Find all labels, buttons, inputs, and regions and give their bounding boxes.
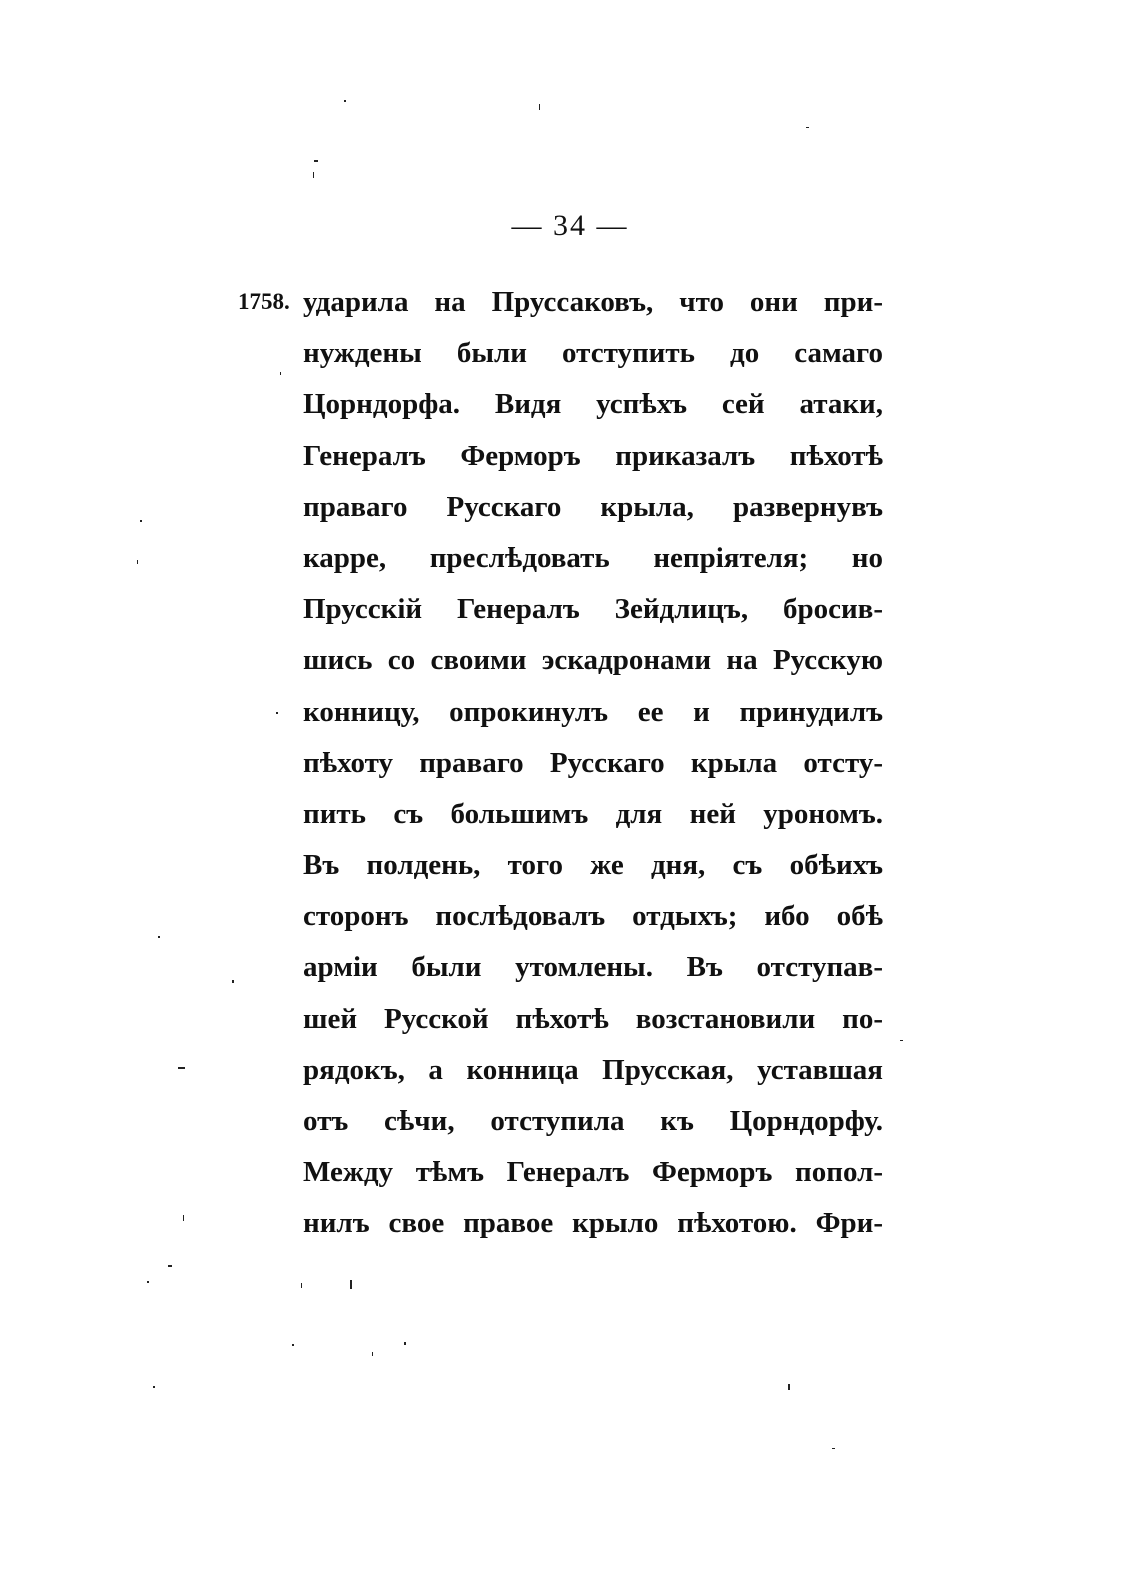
scan-speck — [350, 1280, 352, 1289]
scan-speck — [140, 520, 142, 522]
text-line: нилъ свое правое крыло пѣхотою. Фри- — [303, 1207, 883, 1240]
text-line: праваго Русскаго крыла, развернувъ — [303, 490, 883, 523]
page-number: — 34 — — [511, 209, 629, 242]
text-line: пѣхоту праваго Русскаго крыла отсту- — [303, 746, 883, 779]
scan-speck — [344, 100, 346, 102]
text-line: Цорндорфа. Видя успѣхъ сей атаки, — [303, 388, 883, 421]
text-line: отъ сѣчи, отступила къ Цорндорфу. — [303, 1105, 883, 1137]
text-line: ударила на Пруссаковъ, что они при- — [303, 286, 883, 318]
scan-speck — [788, 1384, 790, 1390]
text-line: рядокъ, а конница Прусская, уставшая — [303, 1053, 883, 1086]
text-line: сторонъ послѣдовалъ отдыхъ; ибо обѣ — [303, 900, 883, 933]
scan-speck — [178, 1067, 185, 1069]
text-line: карре, преслѣдовать непріятеля; но — [303, 541, 883, 574]
scan-speck — [280, 372, 281, 375]
text-line: пить съ большимъ для ней урономъ. — [303, 797, 883, 830]
scan-speck — [900, 1040, 903, 1041]
text-line: нуждены были отступить до самаго — [303, 337, 883, 370]
scan-speck — [183, 1215, 184, 1221]
scan-speck — [147, 1281, 149, 1283]
scan-speck — [137, 560, 138, 564]
scan-speck — [314, 160, 318, 162]
scan-speck — [806, 127, 809, 128]
body-text — [303, 280, 883, 1253]
scan-speck — [404, 1342, 406, 1345]
text-line: арміи были утомлены. Въ отступав- — [303, 951, 883, 984]
text-line: Генералъ Ферморъ приказалъ пѣхотѣ — [303, 439, 883, 472]
text-line: шись со своими эскадронами на Русскую — [303, 644, 883, 677]
scan-speck — [292, 1344, 294, 1346]
scan-speck — [158, 936, 160, 938]
scan-speck — [232, 980, 234, 983]
scan-speck — [832, 1448, 835, 1449]
margin-year: 1758. — [238, 289, 290, 314]
scan-speck — [313, 172, 314, 178]
scan-speck — [301, 1283, 302, 1288]
scan-speck — [539, 104, 540, 110]
text-line: шей Русской пѣхотѣ возстановили по- — [303, 1002, 883, 1035]
text-line: конницу, опрокинулъ ее и принудилъ — [303, 695, 883, 728]
scan-speck — [372, 1352, 373, 1356]
text-line: Въ полдень, того же дня, съ обѣихъ — [303, 849, 883, 882]
scan-speck — [276, 712, 278, 714]
scan-speck — [168, 1265, 172, 1267]
scan-speck — [153, 1386, 155, 1388]
text-line: Прусскій Генералъ Зейдлицъ, бросив- — [303, 593, 883, 626]
text-line: Между тѣмъ Генералъ Ферморъ попол- — [303, 1156, 883, 1189]
